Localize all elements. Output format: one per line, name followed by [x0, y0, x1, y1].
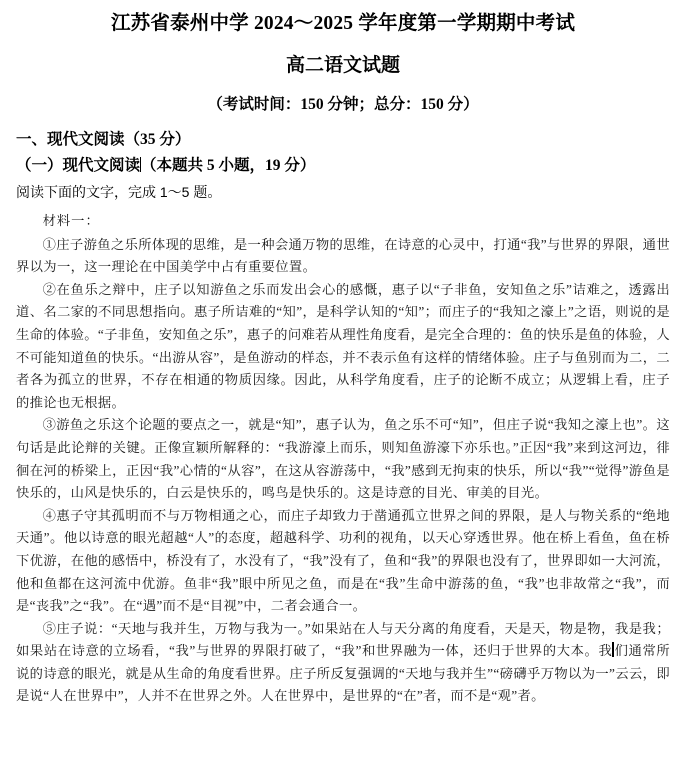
passage-paragraph-1: ①庄子游鱼之乐所体现的思维，是一种会通万物的思维，在诗意的心灵中，打通“我”与世界的界限，通世界以为一，这一理论在中国美学中占有重要位置。 [16, 236, 670, 275]
passage-paragraph-5-text: ⑤庄子说：“天地与我并生，万物与我为一。”如果站在人与天分离的角度看，天是天，物是物，我是我；如果站在诗意的立场看，“我”与世界的界限打破了，“我”和世界融为一体，还归于世界的大本。我 们通常所说的诗意的眼光，就是从生命的角度看世界。庄子所反复强调的“天地与我并生”“磅礴乎万物以为一”云云，即是说“人在世界中”，人并不在世界之外。人在世界中，是世界的“在”者，而不是“观”者。 [16, 620, 670, 704]
subsection-heading-modern-reading [16, 148, 670, 174]
passage-paragraph-4: ④惠子守其孤明而不与万物相通之心，而庄子却致力于凿通孤立世界之间的界限，是人与物关系的“绝地天通”。他以诗意的眼光超越“人”的态度，超越科学、功利的视角，以天心穿透世界。他在桥上看鱼，鱼在桥下优游，在他的感悟中，桥没有了，水没有了，“我”没有了，鱼和“我”的界限也没有了，世界即如一大河流，他和鱼都在这河流中优游。鱼非“我”眼中所见之鱼，而是在“我”生命中游荡的鱼，“我”也非故常之“我”，而是“丧我”之“我”。在“遇”而不是“目视”中，二者会通合一。 [16, 507, 670, 614]
passage-paragraph-3: ③游鱼之乐这个论题的要点之一，就是“知”，惠子认为，鱼之乐不可“知”，但庄子说“我知之濠上也”。这句话是此论辩的关键。正像宣颖所解释的：“我游濠上而乐，则知鱼游濠下亦乐也。”正因“我”来到这河边，徘徊在河的桥梁上，正因“我”心情的“从容”，在这从容游荡中，“我”感到无拘束的快乐，所以“我”“觉得”游鱼是快乐的，山风是快乐的，白云是快乐的，鸣鸟是快乐的。这是诗意的目光、审美的目光。 [16, 417, 670, 501]
exam-subtitle: 高二语文试题 [285, 54, 400, 76]
subsection-heading-label-a: （一）现代文阅读 [16, 156, 141, 174]
subsection-heading-label-b: （本题共 5 小题，19 分） [141, 156, 316, 174]
material-label: 材料一： [42, 213, 100, 228]
reading-instruction: 阅读下面的文字，完成 1～5 题。 [16, 184, 222, 200]
text-caret [612, 642, 614, 657]
section-heading-modern-reading: 一、现代文阅读（35 分） [16, 131, 191, 148]
passage-body [16, 199, 670, 708]
exam-meta-line: （考试时间：150 分钟；总分：150 分） [207, 95, 479, 113]
passage-paragraph-5 [16, 618, 670, 708]
passage-paragraph-2: ②在鱼乐之辩中，庄子以知游鱼之乐而发出会心的感慨，惠子以“子非鱼，安知鱼之乐”诘难之，透露出道、名二家的不同思想指向。惠子所诘难的“知”，是科学认知的“知”；而庄子的“我知之濠上”之语，则说的是生命的体验。“子非鱼，安知鱼之乐”，惠子的问难若从理性角度看，是完全合理的：鱼的快乐是鱼的体验，人不可能知道鱼的快乐。“出游从容”，是鱼游动的样态，并不表示鱼有这样的情绪体验。庄子与鱼别而为二，二者各为孤立的世界，不存在相通的物质因缘。因此，从科学角度看，庄子的论断不成立；从逻辑上看，庄子的推论也无根据。 [16, 281, 670, 410]
exam-title: 江苏省泰州中学 2024～2025 学年度第一学期期中考试 [110, 13, 576, 34]
